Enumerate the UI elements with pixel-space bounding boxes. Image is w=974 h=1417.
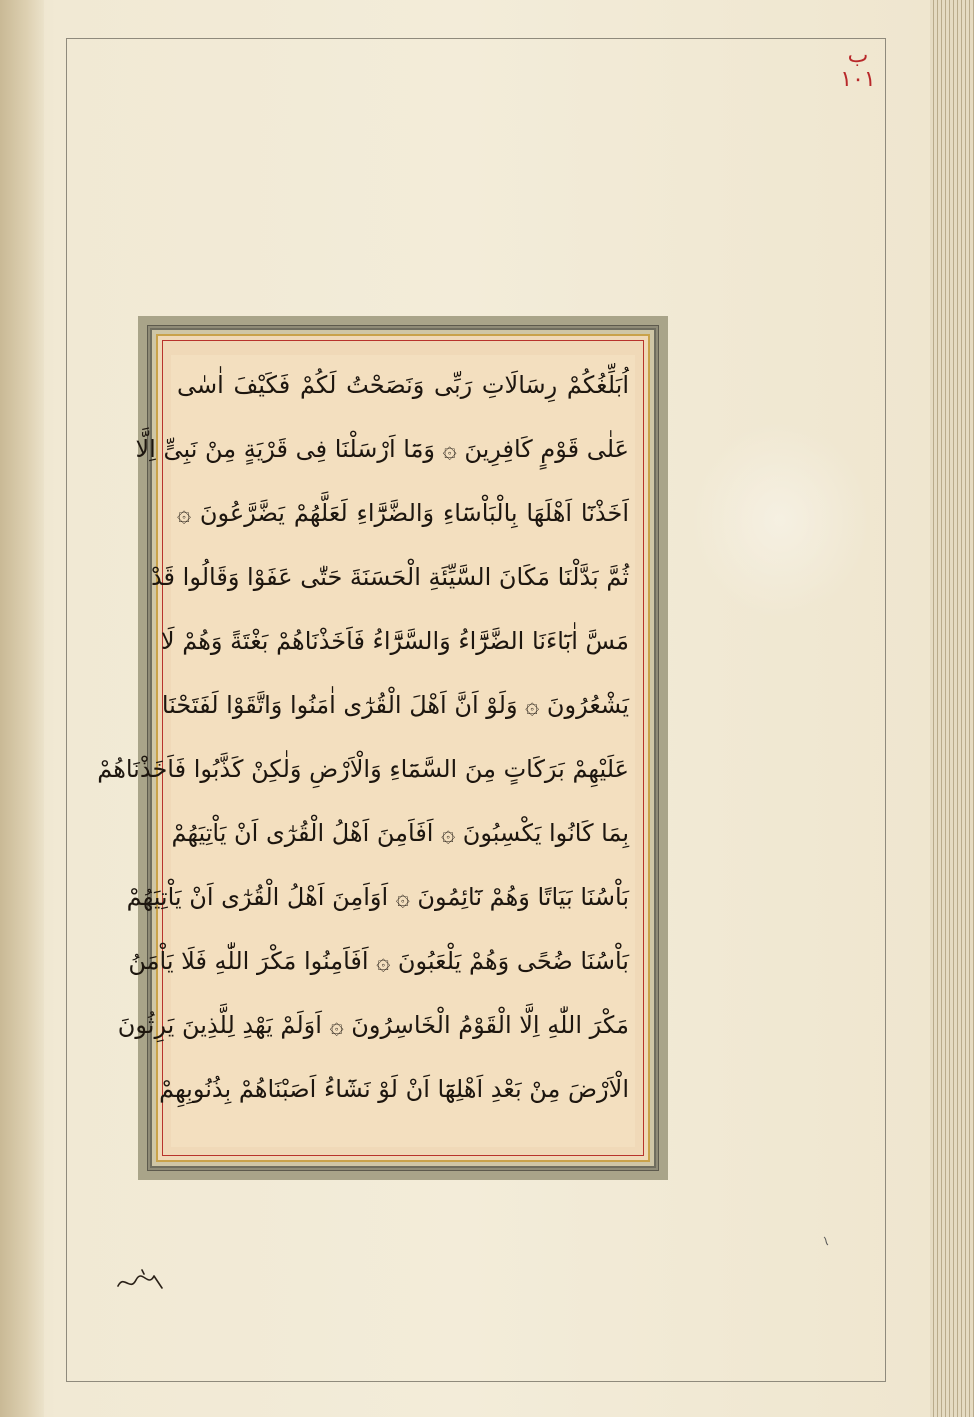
folio-number: ب ١٠١ — [840, 43, 876, 92]
text-line: مَكْرَ اللّٰهِ اِلَّا الْقَوْمُ الْخَاسِرُونَ ۞ اَوَلَمْ يَهْدِ لِلَّذِينَ يَرِثُونَ — [117, 1011, 629, 1039]
text-line: بَاْسُنَا بَيَاتًا وَهُمْ نَٓائِمُونَ ۞ اَوَاَمِنَ اَهْلُ الْقُرٰٓى اَنْ يَاْتِيَهُمْ — [126, 883, 629, 911]
text-line: الْاَرْضَ مِنْ بَعْدِ اَهْلِهَٓا اَنْ لَوْ نَشَٓاءُ اَصَبْنَاهُمْ بِذُنُوبِهِمْ — [159, 1075, 629, 1103]
quran-text-block — [97, 355, 635, 1147]
text-line: اُبَلِّغُكُمْ رِسَالَاتِ رَبِّى وَنَصَحْتُ لَكُمْ فَكَيْفَ اٰسٰى — [177, 371, 629, 399]
text-line: عَلَيْهِمْ بَرَكَاتٍ مِنَ السَّمَٓاءِ وَالْاَرْضِ وَلٰكِنْ كَذَّبُوا فَاَخَذْنَاهُمْ — [97, 755, 629, 783]
text-panel-frame — [97, 316, 668, 1180]
catchword — [112, 1266, 172, 1296]
catchword-script-icon — [112, 1266, 172, 1296]
text-line: عَلٰى قَوْمٍ كَافِرِينَ ۞ وَمَٓا اَرْسَلْنَا فِى قَرْيَةٍ مِنْ نَبِىٍّ اِلَّا — [135, 435, 629, 463]
frame-gold-rule — [97, 334, 650, 1162]
page-edges — [930, 0, 974, 1417]
text-line: يَشْعُرُونَ ۞ وَلَوْ اَنَّ اَهْلَ الْقُرٰٓى اٰمَنُوا وَاتَّقَوْا لَفَتَحْنَا — [161, 691, 629, 719]
text-line: اَخَذْنَٓا اَهْلَهَا بِالْبَاْسَٓاءِ وَالضَّرَّٓاءِ لَعَلَّهُمْ يَضَّرَّعُونَ ۞ — [177, 499, 629, 527]
text-line: ثُمَّ بَدَّلْنَا مَكَانَ السَّيِّئَةِ الْحَسَنَةَ حَتّٰى عَفَوْا وَقَالُوا قَدْ — [150, 563, 629, 591]
frame-red-rule — [97, 340, 644, 1156]
text-line: بِمَا كَانُوا يَكْسِبُونَ ۞ اَفَاَمِنَ اَهْلُ الْقُرٰٓى اَنْ يَاْتِيَهُمْ — [171, 819, 629, 847]
binding-gutter — [0, 0, 44, 1417]
pencil-mark — [822, 1232, 830, 1244]
text-line: مَسَّ اٰبَٓاءَنَا الضَّرَّٓاءُ وَالسَّرَّٓاءُ فَاَخَذْنَاهُمْ بَغْتَةً وَهُمْ لَا — [160, 627, 629, 655]
frame-inner-band — [97, 328, 656, 1168]
text-line: بَاْسُنَا ضُحًى وَهُمْ يَلْعَبُونَ ۞ اَفَاَمِنُوا مَكْرَ اللّٰهِ فَلَا يَاْمَنُ — [128, 947, 629, 975]
